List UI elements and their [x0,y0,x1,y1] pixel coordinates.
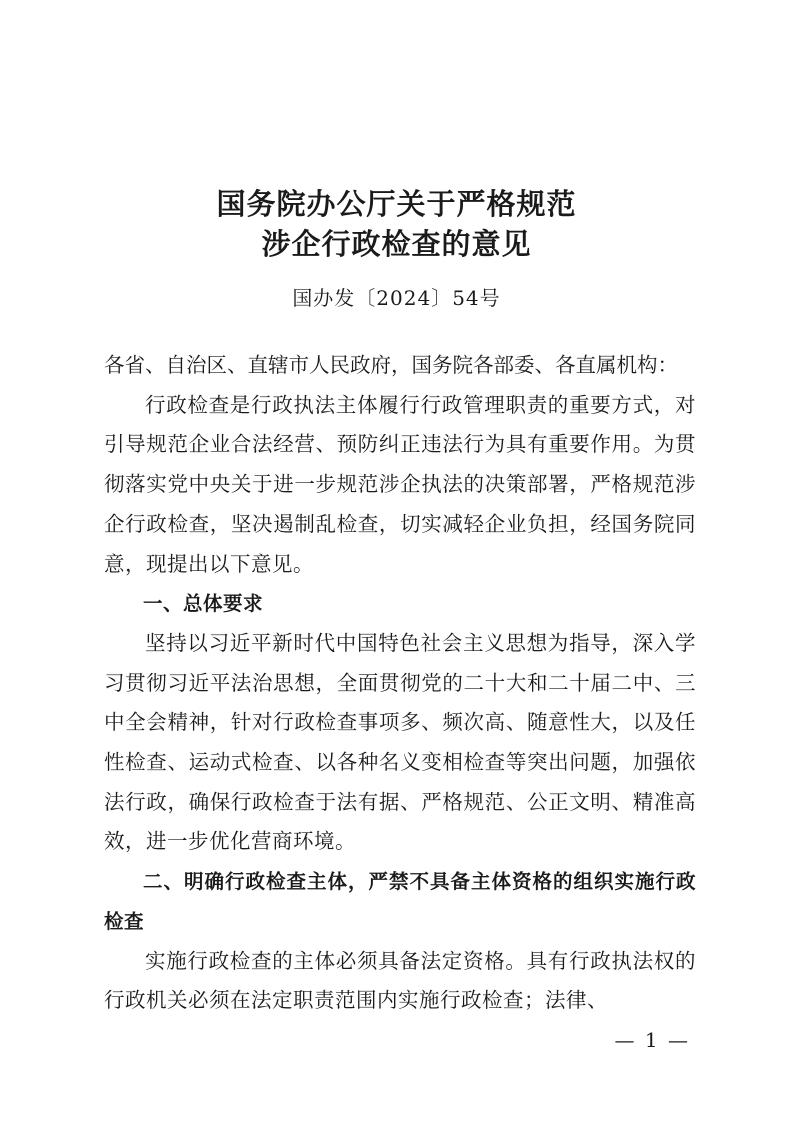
section-2-heading: 二、明确行政检查主体，严禁不具备主体资格的组织实施行政检查 [104,870,696,933]
section-1-paragraph: 坚持以习近平新时代中国特色社会主义思想为指导，深入学习贯彻习近平法治思想，全面贯彻党的二十大和二十届二中、三中全会精神，针对行政检查事项多、频次高、随意性大，以及任性检查、运动式检查、以各种名义变相检查等突出问题，加强依法行政，确保行政检查于法有据、严格规范、公正文明、精准高效，进一步优化营商环境。 [104,630,696,854]
page-number: — 1 — [614,1028,690,1052]
section-2-paragraph: 实施行政检查的主体必须具备法定资格。具有行政执法权的行政机关必须在法定职责范围内实施行政检查；法律、 [104,948,696,1013]
salutation: 各省、自治区、直辖市人民政府，国务院各部委、各直属机构： [104,353,678,377]
document-number: 国办发〔2024〕54号 [292,286,501,310]
document-title-line-2: 涉企行政检查的意见 [261,227,532,261]
intro-paragraph: 行政检查是行政执法主体履行行政管理职责的重要方式，对引导规范企业合法经营、预防纠正违法行为具有重要作用。为贯彻落实党中央关于进一步规范涉企执法的决策部署，严格规范涉企行政检查，坚决遏制乱检查，切实减轻企业负担，经国务院同意，现提出以下意见。 [104,392,696,576]
document-title-line-1: 国务院办公厅关于严格规范 [216,187,577,221]
section-1-heading: 一、总体要求 [143,592,264,616]
document-body [104,346,696,1021]
